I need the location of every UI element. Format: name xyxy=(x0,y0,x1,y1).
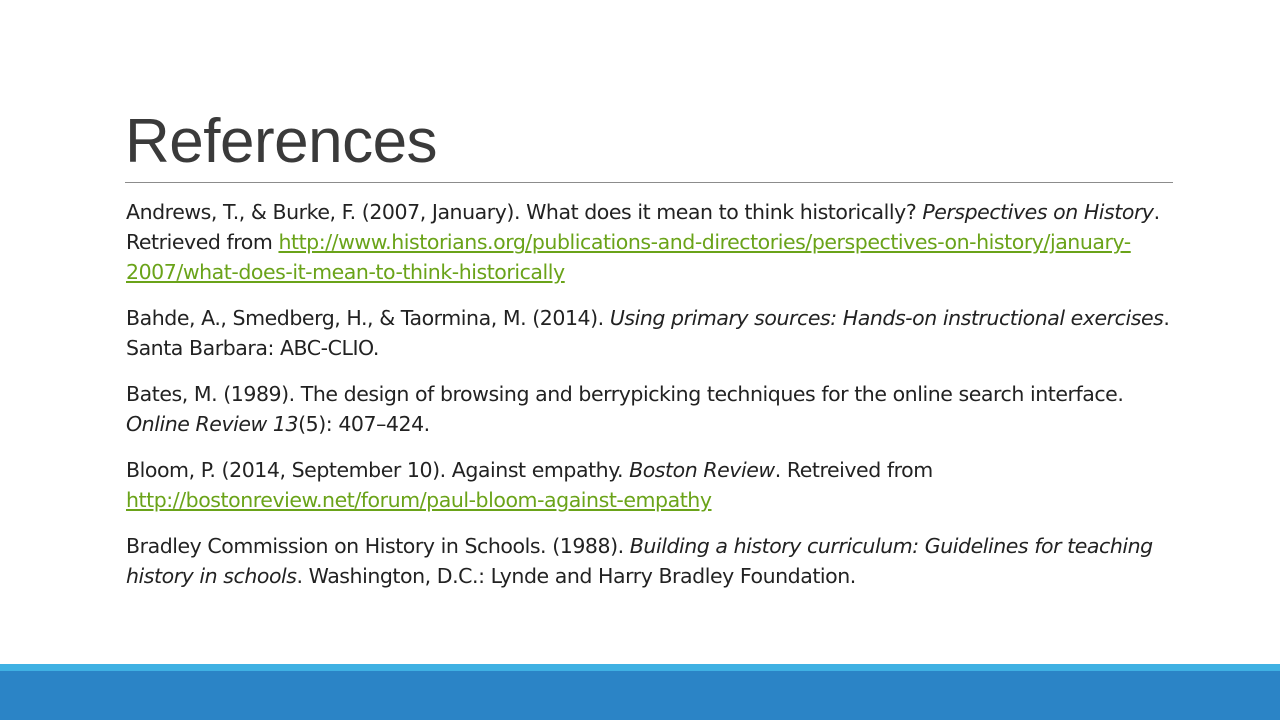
reference-bradley xyxy=(126,531,1176,591)
reference-source-title: Online Review 13 xyxy=(126,412,299,436)
reference-text: Andrews, T., & Burke, F. (2007, January). What does it mean to think historically? xyxy=(126,200,923,224)
reference-bahde xyxy=(126,303,1176,363)
title-divider xyxy=(125,182,1173,183)
reference-link[interactable]: http://www.historians.org/publications-and-directories/perspectives-on-history/january-2007/what-does-it-mean-to-think-historically xyxy=(126,230,1131,284)
reference-bloom xyxy=(126,455,1176,515)
slide-title: References xyxy=(125,107,438,176)
reference-source-title: Building a history curriculum: Guidelines for teaching history in schools xyxy=(126,534,1153,588)
footer-band xyxy=(0,671,1280,720)
reference-text: Bradley Commission on History in Schools. (1988). xyxy=(126,534,630,558)
reference-text: . Retreived from xyxy=(774,458,933,482)
reference-text: . Retrieved from xyxy=(126,200,1160,254)
reference-text: . Washington, D.C.: Lynde and Harry Bradley Foundation. xyxy=(296,564,856,588)
reference-text: Bahde, A., Smedberg, H., & Taormina, M. (2014). xyxy=(126,306,610,330)
reference-source-title: Perspectives on History xyxy=(922,200,1154,224)
reference-text: Bloom, P. (2014, September 10). Against empathy. xyxy=(126,458,630,482)
reference-text: . Santa Barbara: ABC-CLIO. xyxy=(126,306,1170,360)
reference-list xyxy=(126,197,1176,607)
reference-link[interactable]: http://bostonreview.net/forum/paul-bloom-against-empathy xyxy=(126,488,712,512)
reference-text: (5): 407–424. xyxy=(298,412,430,436)
reference-bates xyxy=(126,379,1176,439)
reference-source-title: Boston Review xyxy=(629,458,775,482)
reference-andrews xyxy=(126,197,1176,287)
reference-text: Bates, M. (1989). The design of browsing and berrypicking techniques for the online search interface. xyxy=(126,382,1124,406)
footer-accent-stripe xyxy=(0,664,1280,671)
reference-source-title: Using primary sources: Hands-on instructional exercises xyxy=(609,306,1164,330)
